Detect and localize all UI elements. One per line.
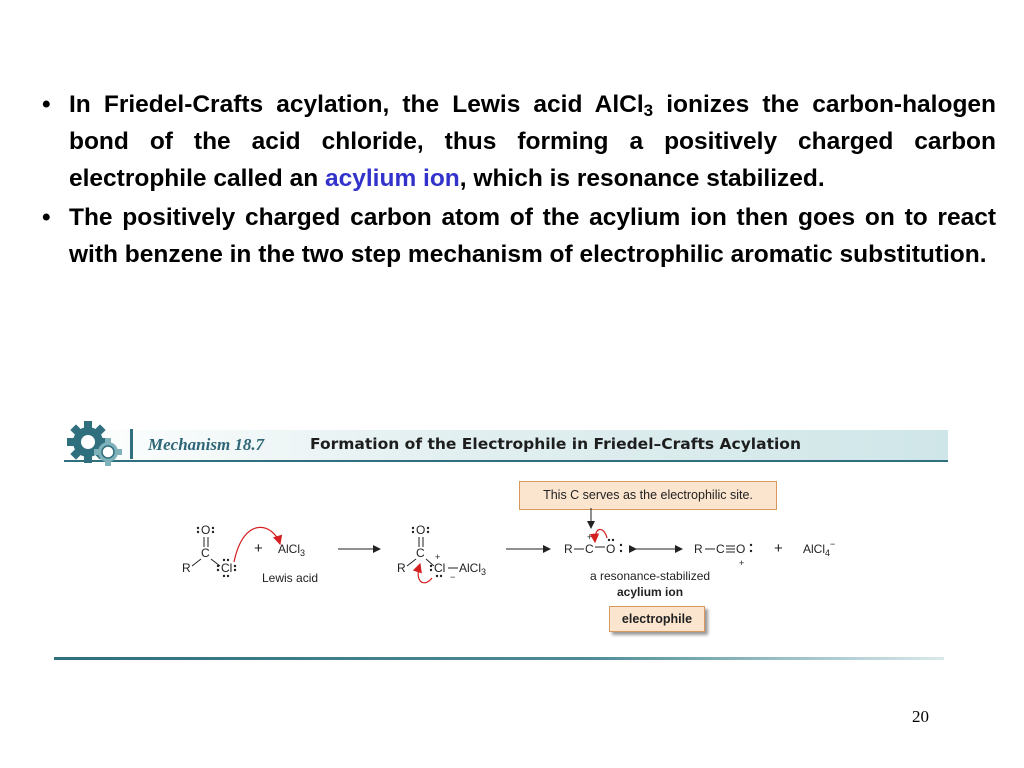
acid-chloride xyxy=(182,523,280,577)
mechanism-number: Mechanism 18.7 xyxy=(148,435,265,454)
svg-text:C: C xyxy=(416,546,425,560)
bullet-item-1 xyxy=(42,86,996,197)
svg-text:+: + xyxy=(739,558,745,568)
svg-text:+: + xyxy=(254,540,263,557)
svg-text:O: O xyxy=(736,542,746,556)
svg-text:R: R xyxy=(564,542,573,556)
lewis-acid-label: Lewis acid xyxy=(262,571,319,585)
subscript: 3 xyxy=(643,101,654,120)
svg-text:AlCl3: AlCl$_3$ xyxy=(278,542,306,558)
svg-text:R: R xyxy=(182,561,191,575)
bullet-text: The positively charged carbon atom of the acylium ion then goes on to react with benzene in the two step mechanism of electrophilic aromatic substitution. xyxy=(69,204,996,268)
svg-text:R: R xyxy=(397,561,406,575)
bullet-marker: • xyxy=(42,91,51,118)
reaction-scheme xyxy=(64,414,950,664)
bullet-text: , which is resonance stabilized. xyxy=(459,165,825,192)
page-number: 20 xyxy=(912,707,929,726)
footer-rule xyxy=(54,657,944,660)
svg-text:Cl: Cl xyxy=(221,561,233,575)
lewis-complex xyxy=(397,523,486,583)
svg-text:C: C xyxy=(201,546,210,560)
bullet-marker: • xyxy=(42,204,51,231)
svg-text:O: O xyxy=(606,542,616,556)
svg-text:−: − xyxy=(450,572,456,582)
electrophile-label: electrophile xyxy=(609,606,705,632)
svg-text:AlCl3: AlCl$_3$ xyxy=(459,561,487,577)
svg-text:+: + xyxy=(435,552,441,562)
bullet-list xyxy=(42,86,996,275)
bullet-text: In Friedel-Crafts acylation, the Lewis acid AlCl xyxy=(69,91,644,118)
svg-text:AlCl4−: AlCl$_4$− xyxy=(803,539,836,558)
svg-text:O: O xyxy=(201,523,211,537)
acylium-ion-label: acylium ion xyxy=(617,585,684,599)
mechanism-figure xyxy=(64,414,950,664)
svg-text:Cl: Cl xyxy=(434,561,446,575)
acylium-form-1 xyxy=(564,508,622,556)
svg-text:C: C xyxy=(716,542,725,556)
resonance-label: a resonance-stabilized xyxy=(590,569,711,583)
bullet-text: ionizes the carbon-halogen bond of the acid chloride, thus forming a positively charged carbon electrophile called an xyxy=(69,91,996,192)
svg-text:+: + xyxy=(587,532,593,542)
svg-text:R: R xyxy=(694,542,703,556)
svg-text:O: O xyxy=(416,523,426,537)
svg-text:+: + xyxy=(774,540,783,557)
mechanism-title: Formation of the Electrophile in Friedel–Crafts Acylation xyxy=(310,435,801,453)
svg-text:C: C xyxy=(585,542,594,556)
highlighted-term: acylium ion xyxy=(324,165,460,192)
acylium-form-2 xyxy=(694,542,752,568)
bullet-item-2 xyxy=(42,199,996,273)
electrophilic-site-callout: This C serves as the electrophilic site. xyxy=(519,481,777,510)
